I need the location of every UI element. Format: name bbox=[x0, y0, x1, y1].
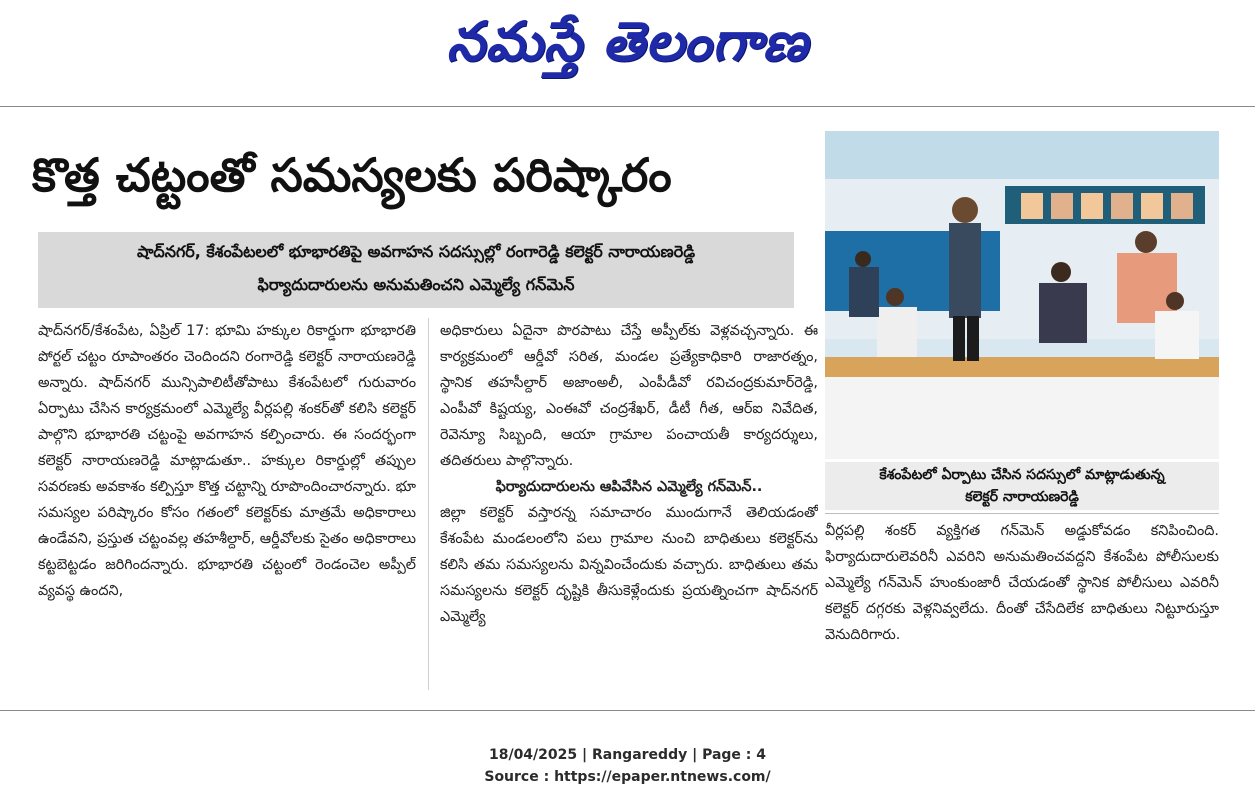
article-column-3 bbox=[825, 518, 1219, 690]
column-3-text: వీర్లపల్లి శంకర్ వ్యక్తిగత గన్‌మెన్ అడ్డుకోవడం కనిపించింది. ఫిర్యాదుదారులెవరినీ ఎవరిని అనుమతించవద్దని కేశంపేట పోలీసులకు ఎమ్మెల్యే గన్‌మెన్ హుంకుంజారీ చేయడంతో స్థానిక పోలీసులు ఎవరినీ కలెక్టర్ దగ్గరకు వెళ్లనివ్వలేదు. దీంతో చేసేదిలేక బాధితులు నిట్టూరుస్తూ వెనుదిరిగారు. bbox=[825, 523, 1219, 643]
article-column-1 bbox=[38, 318, 416, 690]
footer-date-edition: 18/04/2025 | Rangareddy | Page : 4 bbox=[488, 747, 767, 763]
article-headline: కొత్త చట్టంతో సమస్యలకు పరిష్కారం bbox=[32, 148, 672, 202]
article-subdeck bbox=[38, 232, 794, 308]
masthead bbox=[0, 0, 1255, 96]
article-column-2 bbox=[440, 318, 818, 690]
footer-source: Source : https://epaper.ntnews.com/ bbox=[484, 769, 771, 785]
photo-caption-line-1: కేశంపేటలో ఏర్పాటు చేసిన సదస్సులో మాట్లాడుతున్న bbox=[879, 467, 1165, 483]
photo-caption bbox=[825, 462, 1219, 510]
column-divider bbox=[428, 318, 429, 690]
subdeck-line-2: ఫిర్యాదుదారులను అనుమతించని ఎమ్మెల్యే గన్‌మెన్ bbox=[257, 275, 575, 294]
newspaper-logo: నమస్తే తెలంగాణ bbox=[446, 9, 809, 73]
column-2-subheading: ఫిర్యాదుదారులను ఆపివేసిన ఎమ్మెల్యే గన్‌మెన్.. bbox=[495, 479, 763, 495]
event-photo-image bbox=[825, 131, 1219, 459]
page-bottom-border bbox=[0, 710, 1255, 711]
column-3-divider bbox=[825, 513, 1219, 514]
subdeck-line-1: షాద్‌నగర్, కేశంపేటలలో భూభారతిపై అవగాహన సదస్సుల్లో రంగారెడ్డి కలెక్టర్ నారాయణరెడ్డి bbox=[136, 242, 696, 261]
column-1-text: షాద్‌నగర్/కేశంపేట, ఏప్రిల్ 17: భూమి హక్కుల రికార్డుగా భూభారతి పోర్టల్ చట్టం రూపాంతరం చెందిందని రంగారెడ్డి కలెక్టర్ నారాయణరెడ్డి అన్నారు. షాద్‌నగర్ మున్సిపాలిటీతోపాటు కేశంపేటలో గురువారం ఏర్పాటు చేసిన కార్యక్రమంలో ఎమ్మెల్యే వీర్లపల్లి శంకర్‌తో కలిసి కలెక్టర్ పాల్గొని భూభారతి చట్టంపై అవగాహన కల్పించారు. ఈ సందర్భంగా కలెక్టర్ నారాయణరెడ్డి మాట్లాడుతూ.. హక్కుల రికార్డుల్లో తప్పుల సవరణకు అవకాశం కల్పిస్తూ కొత్త చట్టాన్ని రూపొందించారన్నారు. భూ సమస్యల పరిష్కారం కోసం గతంలో కలెక్టర్‌కు మాత్రమే అధికారాలు ఉండేవని, ప్రస్తుత చట్టంవల్ల తహశీల్దార్, ఆర్డీవోలకు సైతం అధికారాలు కట్టబెట్టడం జరిగిందన్నారు. భూభారతి చట్టంలో రెండంచెల అప్పీల్ వ్యవస్థ ఉందని, bbox=[38, 323, 416, 599]
page-top-border bbox=[0, 106, 1255, 107]
column-2-paragraph-1: అధికారులు ఏదైనా పొరపాటు చేస్తే అప్పీల్‌కు వెళ్లవచ్చన్నారు. ఈ కార్యక్రమంలో ఆర్డీవో సరిత, మండల ప్రత్యేకాధికారి రాజారత్నం, స్థానిక తహసీల్దార్ అజాంఅలీ, ఎంపీడీవో రవిచంద్రకుమార్‌రెడ్డి, ఎంపీవో కిష్టయ్య, ఎంఈవో చంద్రశేఖర్, డీటీ గీత, ఆర్ఐ నివేదిత, రెవెన్యూ సిబ్బంది, ఆయా గ్రామాల పంచాయతీ కార్యదర్శులు, తదితరులు పాల్గొన్నారు. bbox=[440, 323, 818, 469]
photo-caption-line-2: కలెక్టర్ నారాయణరెడ్డి bbox=[965, 489, 1079, 505]
article-photo bbox=[825, 131, 1219, 459]
page-footer bbox=[0, 744, 1255, 788]
column-2-paragraph-2: జిల్లా కలెక్టర్ వస్తారన్న సమాచారం ముందుగానే తెలియడంతో కేశంపేట మండలంలోని పలు గ్రామాల నుంచి బాధితులు కలెక్టర్‌ను కలిసి తమ సమస్యలను విన్నవించేందుకు వచ్చారు. బాధితులు తమ సమస్యలను కలెక్టర్ దృష్టికి తీసుకెళ్లేందుకు ప్రయత్నించగా షాద్‌నగర్ ఎమ్మెల్యే bbox=[440, 505, 818, 625]
